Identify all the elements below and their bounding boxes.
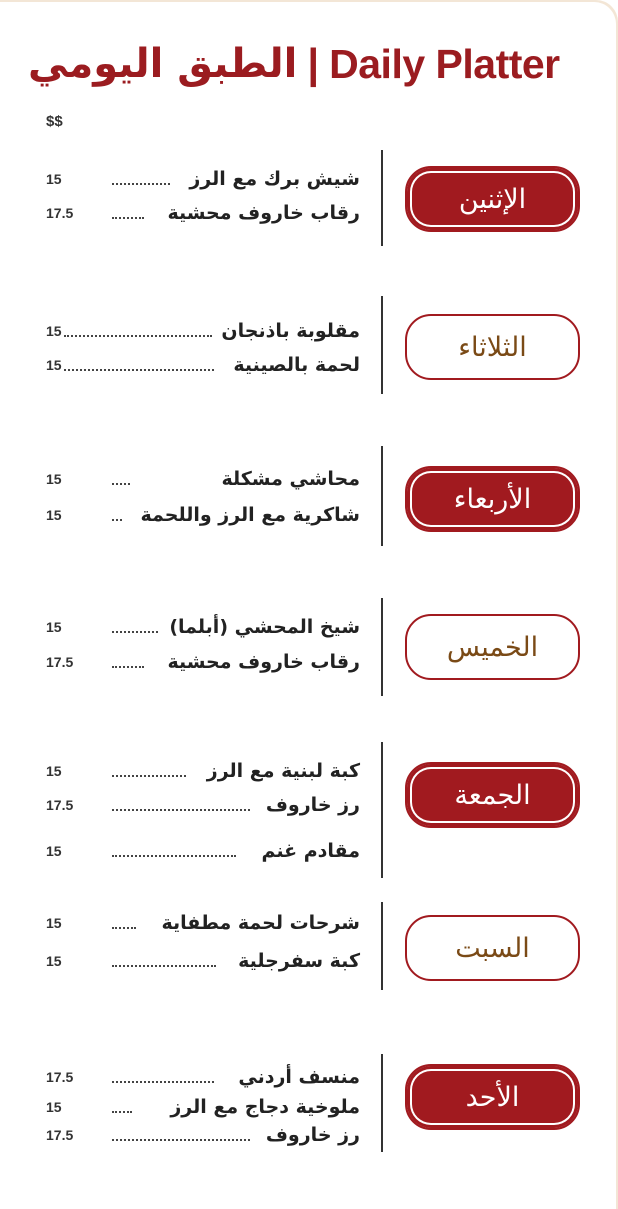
day-badge-sunday [405, 1064, 580, 1130]
item-price: 17.5 [46, 797, 74, 813]
divider-line [381, 446, 383, 546]
divider-line [381, 296, 383, 394]
dot-leader [64, 335, 212, 337]
dot-leader [112, 927, 136, 929]
dot-leader [64, 369, 214, 371]
dot-leader [112, 965, 216, 967]
item-price: 15 [46, 471, 62, 487]
dot-leader [112, 1111, 132, 1113]
day-label: الجمعة [454, 779, 531, 811]
dot-leader [112, 775, 186, 777]
menu-item [0, 908, 380, 938]
item-name: رز خاروف [265, 794, 360, 816]
dot-leader [112, 519, 122, 521]
day-label: الخميس [446, 631, 539, 663]
item-name: شاكرية مع الرز واللحمة [140, 504, 360, 526]
menu-item [0, 836, 380, 866]
menu-item [0, 464, 380, 494]
menu-item [0, 790, 380, 820]
day-badge-monday [405, 166, 580, 232]
menu-item [0, 350, 380, 380]
item-name: كبة سفرجلية [238, 950, 360, 972]
item-name: رقاب خاروف محشية [167, 202, 360, 224]
divider-line [381, 902, 383, 990]
day-badge-tuesday [405, 314, 580, 380]
item-price: 17.5 [46, 205, 74, 221]
page-title [28, 34, 588, 94]
day-label: الأحد [465, 1081, 520, 1113]
divider-line [381, 742, 383, 878]
divider-line [381, 1054, 383, 1152]
dot-leader [112, 1081, 214, 1083]
item-name: شرحات لحمة مطفاية [161, 912, 360, 934]
item-price: 15 [46, 619, 62, 635]
item-price: 15 [46, 763, 62, 779]
item-name: شيخ المحشي (أبلما) [169, 616, 360, 638]
item-price: 15 [46, 171, 62, 187]
price-column-label: $$ [46, 113, 63, 130]
menu-item [0, 612, 380, 642]
dot-leader [112, 855, 236, 857]
day-badge-thursday [405, 614, 580, 680]
day-label: السبت [455, 932, 530, 964]
item-price: 15 [46, 843, 62, 859]
item-name: ملوخية دجاج مع الرز [170, 1096, 360, 1118]
item-price: 17.5 [46, 654, 74, 670]
item-name: رقاب خاروف محشية [167, 651, 360, 673]
item-price: 15 [46, 323, 62, 339]
item-price: 15 [46, 915, 62, 931]
item-name: كبة لبنية مع الرز [206, 760, 360, 782]
day-label: الأربعاء [453, 483, 532, 515]
day-badge-friday [405, 762, 580, 828]
item-name: منسف أردني [238, 1066, 360, 1088]
title-arabic: الطبق اليومي [28, 41, 298, 87]
item-price: 15 [46, 357, 62, 373]
dot-leader [112, 217, 144, 219]
dot-leader [112, 183, 170, 185]
item-price: 17.5 [46, 1127, 74, 1143]
menu-item [0, 164, 380, 194]
title-separator: | [307, 40, 320, 87]
menu-item [0, 1062, 380, 1092]
item-name: رز خاروف [265, 1124, 360, 1146]
menu-item [0, 1092, 380, 1122]
item-name: مقلوبة باذنجان [221, 320, 360, 342]
dot-leader [112, 631, 158, 633]
dot-leader [112, 809, 250, 811]
dot-leader [112, 483, 130, 485]
item-price: 15 [46, 953, 62, 969]
menu-item [0, 500, 380, 530]
menu-item [0, 1120, 380, 1150]
day-label: الإثنين [458, 183, 527, 215]
item-price: 17.5 [46, 1069, 74, 1085]
divider-line [381, 150, 383, 246]
item-name: لحمة بالصينية [233, 354, 360, 376]
divider-line [381, 598, 383, 696]
menu-item [0, 647, 380, 677]
title-english: Daily Platter [329, 40, 560, 87]
menu-item [0, 198, 380, 228]
day-label: الثلاثاء [458, 331, 527, 363]
item-name: محاشي مشكلة [221, 468, 360, 490]
day-badge-saturday [405, 915, 580, 981]
dot-leader [112, 666, 144, 668]
item-price: 15 [46, 1099, 62, 1115]
item-name: شيش برك مع الرز [189, 168, 360, 190]
day-badge-wednesday [405, 466, 580, 532]
item-name: مقادم غنم [261, 840, 360, 862]
menu-item [0, 946, 380, 976]
dot-leader [112, 1139, 250, 1141]
item-price: 15 [46, 507, 62, 523]
menu-item [0, 316, 380, 346]
menu-item [0, 756, 380, 786]
